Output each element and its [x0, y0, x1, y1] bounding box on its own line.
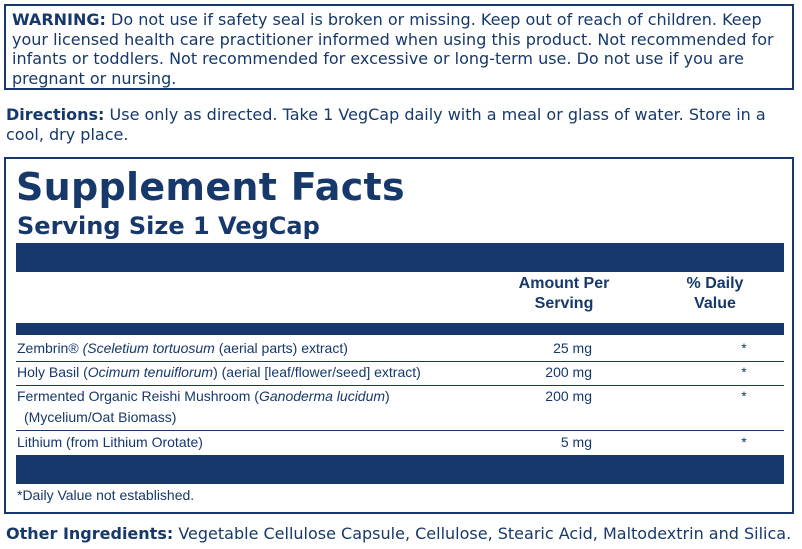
facts-title: Supplement Facts	[16, 165, 405, 209]
other-ingredients-label: Other Ingredients:	[6, 524, 174, 543]
ingredient-daily-value: *	[741, 340, 747, 356]
directions-label: Directions:	[6, 105, 105, 124]
ingredient-name-part: Zembrin®	[17, 340, 83, 356]
warning-text: Do not use if safety seal is broken or missing. Keep out of reach of children. Keep your licensed health care practitioner informed when using this product. Not recommended for infants or toddlers. Not recommended for excessive or long-term use. Do not use if you are pregnant or nursing.	[12, 10, 774, 88]
footnote: *Daily Value not established.	[17, 487, 195, 503]
supplement-facts-panel	[4, 157, 794, 514]
warning-label: WARNING:	[12, 10, 106, 29]
ingredient-latin-name: (Sceletium tortuosum	[82, 340, 215, 356]
row-divider	[16, 361, 784, 362]
warning-box	[4, 4, 794, 90]
ingredient-name	[17, 433, 203, 452]
ingredient-daily-value: *	[741, 364, 747, 380]
ingredient-name-part: Holy Basil (	[17, 364, 88, 380]
ingredient-amount: 200 mg	[545, 364, 592, 380]
ingredient-name-part: (aerial parts) extract)	[214, 340, 348, 356]
ingredient-amount: 5 mg	[560, 434, 592, 450]
other-ingredients-text: Vegetable Cellulose Capsule, Cellulose, Stearic Acid, Maltodextrin and Silica.	[173, 524, 792, 543]
row-divider	[16, 430, 784, 431]
column-daily-value: % Daily Value	[686, 275, 744, 312]
directions-text: Use only as directed. Take 1 VegCap daily with a meal or glass of water. Store in a cool, dry place.	[6, 105, 766, 144]
ingredient-name	[17, 387, 390, 406]
ingredient-amount: 200 mg	[545, 388, 592, 404]
directions	[6, 105, 796, 144]
ingredient-amount: 25 mg	[553, 340, 592, 356]
ingredient-name	[17, 339, 348, 358]
column-amount-per-serving: Amount Per Serving	[518, 275, 610, 312]
ingredient-latin-name: Ocimum tenuiflorum	[87, 364, 214, 380]
header-bar	[16, 243, 784, 272]
ingredient-name-part: Lithium (from Lithium Orotate)	[17, 434, 203, 450]
other-ingredients	[6, 524, 801, 544]
ingredient-name-part: Fermented Organic Reishi Mushroom (	[17, 388, 259, 404]
ingredient-latin-name: Ganoderma lucidum	[258, 388, 386, 404]
footer-bar	[16, 455, 784, 484]
column-header-bar	[16, 323, 784, 335]
row-divider	[16, 385, 784, 386]
ingredient-daily-value: *	[741, 388, 747, 404]
ingredient-name-part: )	[385, 388, 390, 404]
ingredient-daily-value: *	[741, 434, 747, 450]
ingredient-name	[17, 363, 421, 382]
serving-size: Serving Size 1 VegCap	[17, 212, 320, 240]
ingredient-name-continued: (Mycelium/Oat Biomass)	[24, 409, 177, 425]
ingredient-name-part: ) (aerial [leaf/flower/seed] extract)	[213, 364, 421, 380]
